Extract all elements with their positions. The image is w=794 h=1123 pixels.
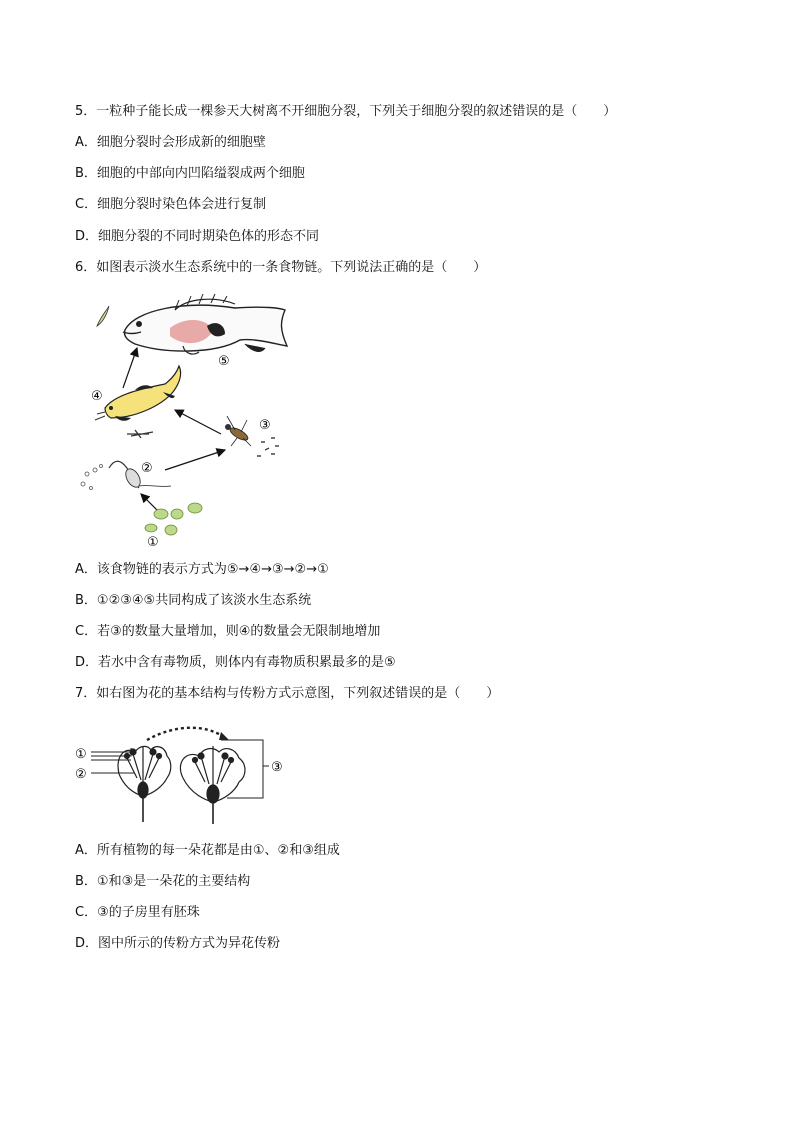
- left-flower-icon: [118, 746, 171, 822]
- larva-icon: [81, 461, 171, 489]
- q7-option-d: D．图中所示的传粉方式为异花传粉: [75, 936, 281, 951]
- q6-option-a: A．该食物链的表示方式为⑤→④→③→②→①: [75, 562, 329, 577]
- large-fish-icon: [123, 294, 287, 354]
- q5-option-c: C．细胞分裂时染色体会进行复制: [75, 197, 267, 212]
- q6-option-d: D．若水中含有毒物质，则体内有毒物质积累最多的是⑤: [75, 655, 396, 670]
- label-3: ③: [271, 760, 283, 775]
- arrow-1-to-2: [141, 494, 159, 512]
- leaf-icon: [97, 306, 109, 326]
- q6-stem: 6．如图表示淡水生态系统中的一条食物链。下列说法正确的是（ ）: [75, 260, 487, 275]
- arrow-2-to-3: [165, 450, 225, 470]
- arrow-4-to-5: [123, 348, 137, 388]
- label-5: ⑤: [218, 354, 230, 369]
- q6-option-b: B．①②③④⑤共同构成了该淡水生态系统: [75, 593, 312, 608]
- q5-option-d: D．细胞分裂的不同时期染色体的形态不同: [75, 229, 320, 244]
- q5-option-a: A．细胞分裂时会形成新的细胞壁: [75, 135, 266, 150]
- q7-option-b: B．①和③是一朵花的主要结构: [75, 874, 251, 889]
- label-1: ①: [147, 535, 159, 550]
- q7-option-a: A．所有植物的每一朵花都是由①、②和③组成: [75, 843, 340, 858]
- label-2: ②: [141, 461, 153, 476]
- q7-option-c: C．③的子房里有胚珠: [75, 905, 200, 920]
- label-3: ③: [259, 418, 271, 433]
- q7-stem: 7．如右图为花的基本结构与传粉方式示意图，下列叙述错误的是（ ）: [75, 686, 500, 701]
- food-chain-figure: [75, 288, 305, 550]
- q6-option-c: C．若③的数量大量增加，则④的数量会无限制地增加: [75, 624, 381, 639]
- small-fish-icon: [95, 366, 181, 438]
- label-4: ④: [91, 389, 103, 404]
- algae-icon: [145, 503, 202, 535]
- insect-icon: [225, 416, 279, 456]
- q5-option-b: B．细胞的中部向内凹陷缢裂成两个细胞: [75, 166, 305, 181]
- label-2: ②: [75, 767, 87, 782]
- flower-figure: [75, 726, 295, 826]
- q5-stem: 5．一粒种子能长成一棵参天大树离不开细胞分裂，下列关于细胞分裂的叙述错误的是（ ）: [75, 104, 617, 119]
- right-flower-icon: [180, 746, 245, 824]
- pollination-arrow: [147, 728, 225, 740]
- arrow-3-to-4: [175, 410, 221, 434]
- label-1: ①: [75, 747, 87, 762]
